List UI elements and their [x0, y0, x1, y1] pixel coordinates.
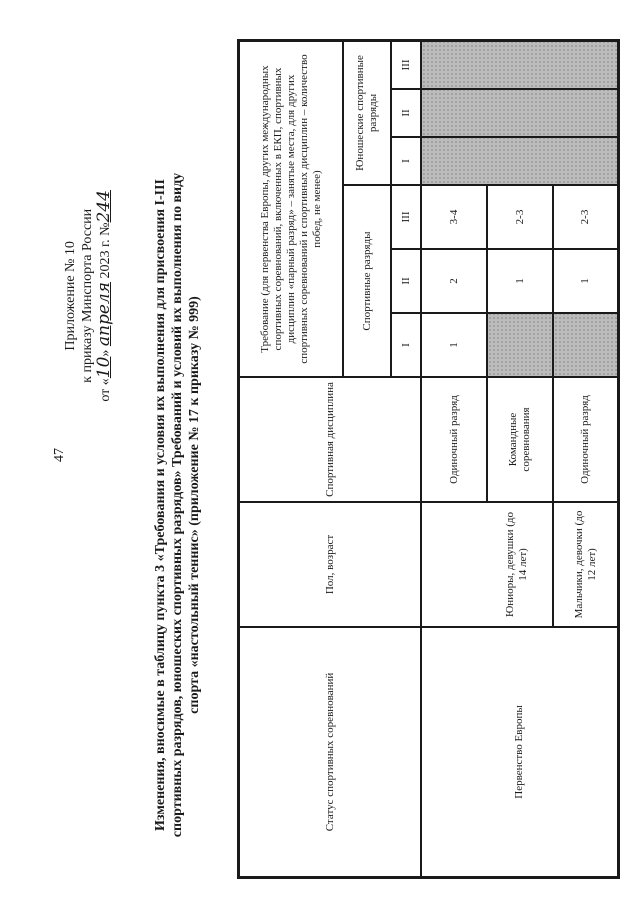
- cell-r1-sport-3: 3-4: [421, 185, 487, 249]
- cell-youth-2-shaded: [421, 89, 618, 137]
- header-requirement: Требование (для первенства Европы, других международных спортивных соревнований, включенных в ЕКП, спортивных дисциплин «парный разряд» – занятые места, для других спортивных соревнований и спортивных дисциплин – количество побед, не менее): [239, 41, 343, 377]
- rank-header-youth-1: I: [391, 137, 421, 185]
- appendix-block: [62, 190, 114, 402]
- rank-header-sport-1: I: [391, 313, 421, 377]
- appendix-order: к приказу Минспорта России: [80, 208, 95, 383]
- document-heading: Изменения, вносимые в таблицу пункта 3 «Требования и условия их выполнения для присвоения I-III спортивных разрядов, юношеских спортивных разрядов» Требований и условий их выполнения по виду спорта «настольный теннис» (приложение № 17 к приказу № 999): [153, 172, 202, 838]
- status-cell: Первенство Европы: [421, 627, 618, 877]
- cell-youth-1-shaded: [421, 137, 618, 185]
- discipline-single: Одиночный разряд: [421, 377, 487, 502]
- group-children: Мальчики, девочки (до 12 лет): [553, 502, 618, 627]
- rank-header-sport-2: II: [391, 249, 421, 313]
- rank-header-youth-2: II: [391, 89, 421, 137]
- rank-header-youth-3: III: [391, 41, 421, 89]
- cell-r3-sport-2: 1: [553, 249, 618, 313]
- header-youth-ranks: Юношеские спортивные разряды: [343, 41, 391, 185]
- appendix-date: от «10» апреля 2023 г. №244: [94, 190, 114, 402]
- cell-r1-sport-1: 1: [421, 313, 487, 377]
- cell-r2-sport-1-shaded: [487, 313, 553, 377]
- header-sport-ranks: Спортивные разряды: [343, 185, 391, 377]
- header-status: Статус спортивных соревнований: [239, 627, 421, 877]
- handwritten-day: 10: [94, 356, 114, 379]
- header-discipline: Спортивная дисциплина: [239, 377, 421, 502]
- cell-r1-sport-2: 2: [421, 249, 487, 313]
- cell-youth-3-shaded: [421, 41, 618, 89]
- header-gender-age: Пол, возраст: [239, 502, 421, 627]
- handwritten-month: апреля: [94, 281, 114, 347]
- handwritten-number: 244: [94, 190, 114, 223]
- cell-r2-sport-2: 1: [487, 249, 553, 313]
- requirements-table: [237, 39, 620, 879]
- rank-header-sport-3: III: [391, 185, 421, 249]
- discipline-team: Командные соревнования: [487, 377, 553, 502]
- page-number: 47: [52, 448, 67, 462]
- appendix-title: Приложение № 10: [63, 241, 78, 351]
- cell-r2-sport-3: 2-3: [487, 185, 553, 249]
- discipline-single-children: Одиночный разряд: [553, 377, 618, 502]
- group-juniors: Юниоры, девушки (до 14 лет): [421, 502, 553, 627]
- cell-r3-sport-3: 2-3: [553, 185, 618, 249]
- cell-r3-sport-1-shaded: [553, 313, 618, 377]
